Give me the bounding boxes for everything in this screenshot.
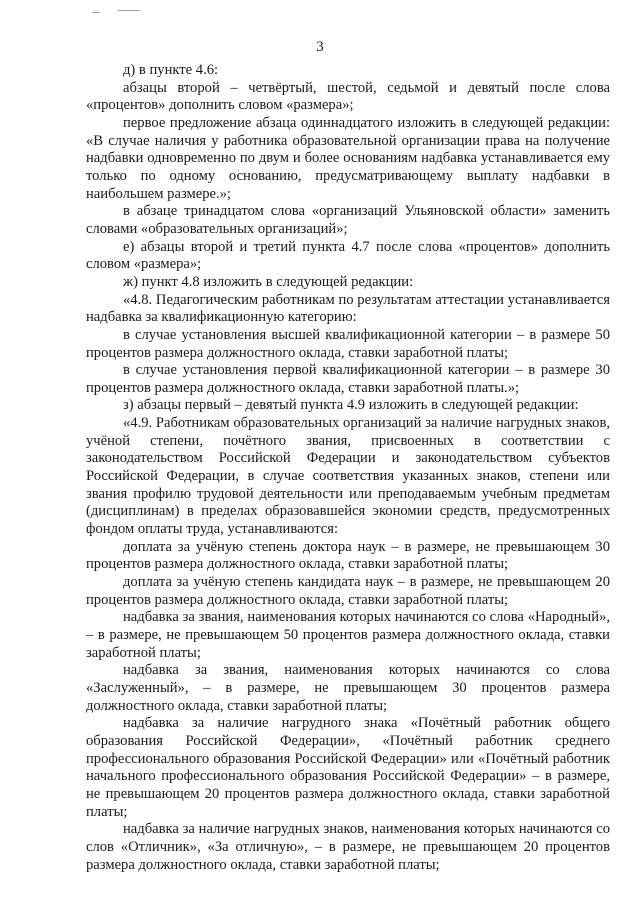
paragraph: е) абзацы второй и третий пункта 4.7 после слова «процентов» дополнить словом «размера»; <box>86 238 610 273</box>
paragraph: в случае установления высшей квалификационной категории – в размере 50 процентов размера должностного оклада, ставки заработной платы; <box>86 326 610 361</box>
paragraph: надбавка за звания, наименования которых начинаются со слова «Заслуженный», – в размере, не превышающем 30 процентов размера должностного оклада, ставки заработной платы; <box>86 662 610 714</box>
paragraph: надбавка за наличие нагрудного знака «Почётный работник общего образования Российской Федерации», «Почётный работник среднего профессионального образования Российской Федерации» или «Почётный работник начального профессионального образования Российской Федерации» – в размере, не превышающем 20 процентов размера должностного оклада, ставки заработной платы; <box>86 715 610 820</box>
paragraph: надбавка за наличие нагрудных знаков, наименования которых начинаются со слов «Отличник», «За отличную», – в размере, не превышающем 20 процентов размера должностного оклада, ставки заработной платы; <box>86 821 610 873</box>
paragraph: надбавка за звания, наименования которых начинаются со слова «Народный», – в размере, не превышающем 50 процентов размера должностного оклада, ставки заработной платы; <box>86 609 610 661</box>
paragraph: в случае установления первой квалификационной категории – в размере 30 процентов размера должностного оклада, ставки заработной платы.»; <box>86 362 610 396</box>
paragraph: в абзаце тринадцатом слова «организаций Ульяновской области» заменить словами «образовательных организаций»; <box>86 203 610 237</box>
paragraph: ж) пункт 4.8 изложить в следующей редакции: <box>123 273 414 290</box>
paragraph: «4.9. Работникам образовательных организаций за наличие нагрудных знаков, учёной степени, почётного звания, присвоенных в соответствии с законодательством Российской Федерации и законодательством субъектов Российской Федерации, в случае соответствия указанных знаков, степени или звания профилю трудовой деятельности или преподаваемым учебным предметам (дисциплинам) в пределах образовавшейся экономии средств, предусмотренных фондом оплаты труда, устанавливаются: <box>86 415 610 538</box>
page-number: 3 <box>316 39 324 55</box>
scan-artifact <box>92 12 100 13</box>
scan-artifact <box>118 10 140 11</box>
paragraph: доплата за учёную степень доктора наук – в размере, не превышающем 30 процентов размера должностного оклада, ставки заработной платы; <box>86 538 610 573</box>
paragraph: з) абзацы первый – девятый пункта 4.9 изложить в следующей редакции: <box>123 397 579 414</box>
paragraph: первое предложение абзаца одиннадцатого изложить в следующей редакции: «В случае наличия у работника образовательной организации права на получение надбавки одновременно по двум и более основаниям надбавка устанавливается ему только по одному основанию, предусматривающему выплату надбавки в наибольшем размере.»; <box>86 114 610 202</box>
paragraph: доплата за учёную степень кандидата наук – в размере, не превышающем 20 процентов размера должностного оклада, ставки заработной платы; <box>86 574 610 608</box>
paragraph: д) в пункте 4.6: <box>123 62 219 78</box>
document-body <box>86 62 610 874</box>
paragraph: абзацы второй – четвёртый, шестой, седьмой и девятый после слова «процентов» дополнить словом «размера»; <box>86 79 610 114</box>
paragraph: «4.8. Педагогическим работникам по результатам аттестации устанавливается надбавка за квалификационную категорию: <box>86 291 610 326</box>
